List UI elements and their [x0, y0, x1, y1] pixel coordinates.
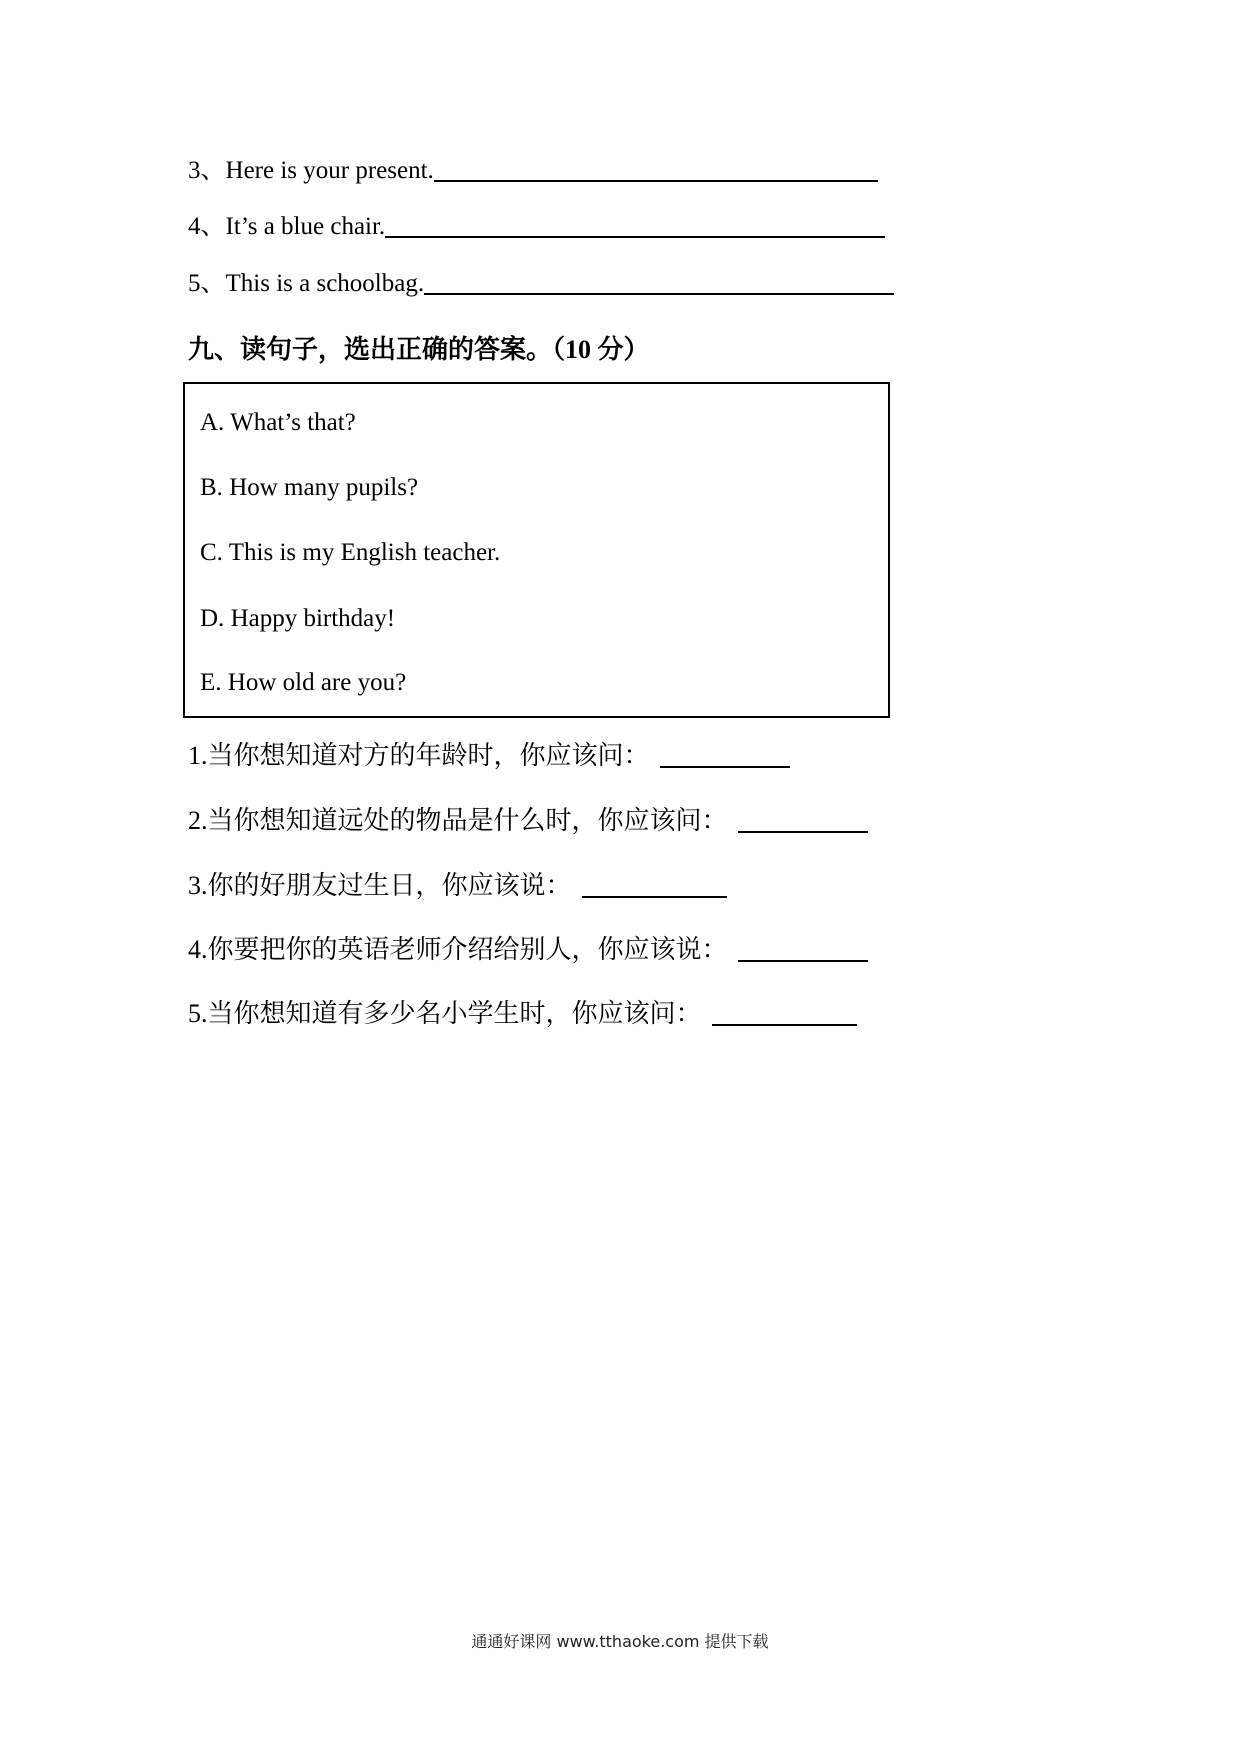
item-text: Here is your present.	[225, 157, 434, 184]
question-text: 你的好朋友过生日，你应该说：	[207, 871, 572, 900]
answer-blank[interactable]	[424, 271, 894, 295]
question-number: 3.	[188, 871, 208, 900]
option-letter: E.	[200, 669, 222, 696]
question-2	[188, 805, 868, 837]
option-letter: C.	[200, 539, 223, 566]
question-number: 1.	[188, 741, 208, 770]
option-text: How many pupils?	[229, 474, 419, 501]
option-d	[200, 604, 395, 634]
page-footer: 通通好课网 www.tthaoke.com 提供下载	[471, 1632, 769, 1651]
item-text: This is a schoolbag.	[225, 270, 425, 297]
option-text: What’s that?	[230, 409, 356, 436]
option-e	[200, 668, 406, 698]
item-separator: 、	[200, 213, 226, 240]
question-5	[188, 998, 857, 1030]
question-text: 当你想知道有多少名小学生时，你应该问：	[207, 999, 702, 1028]
translate-item-3	[188, 156, 878, 186]
question-4	[188, 934, 868, 966]
question-1	[188, 740, 790, 772]
option-letter: A.	[200, 409, 225, 436]
question-number: 2.	[188, 806, 208, 835]
item-number: 4	[188, 213, 201, 240]
item-text: It’s a blue chair.	[225, 213, 386, 240]
answer-blank[interactable]	[738, 938, 868, 962]
option-letter: D.	[200, 605, 225, 632]
translate-item-5	[188, 269, 894, 299]
section-heading: 九、读句子，选出正确的答案。（10 分）	[188, 335, 650, 364]
item-number: 3	[188, 157, 201, 184]
item-separator: 、	[200, 270, 226, 297]
question-number: 5.	[188, 999, 208, 1028]
answer-blank[interactable]	[712, 1002, 857, 1026]
answer-blank[interactable]	[582, 874, 727, 898]
option-c	[200, 538, 500, 568]
option-text: This is my English teacher.	[228, 539, 501, 566]
answer-blank[interactable]	[385, 214, 885, 238]
translate-item-4	[188, 212, 885, 242]
question-text: 你要把你的英语老师介绍给别人，你应该说：	[207, 935, 728, 964]
option-b	[200, 473, 418, 503]
option-a	[200, 408, 356, 438]
question-text: 当你想知道对方的年龄时，你应该问：	[207, 741, 650, 770]
option-letter: B.	[200, 474, 223, 501]
answer-blank[interactable]	[434, 158, 878, 182]
option-text: How old are you?	[227, 669, 407, 696]
question-3	[188, 870, 727, 902]
question-text: 当你想知道远处的物品是什么时，你应该问：	[207, 806, 728, 835]
answer-blank[interactable]	[660, 744, 790, 768]
item-number: 5	[188, 270, 201, 297]
answer-blank[interactable]	[738, 809, 868, 833]
option-text: Happy birthday!	[230, 605, 396, 632]
question-number: 4.	[188, 935, 208, 964]
item-separator: 、	[200, 157, 226, 184]
